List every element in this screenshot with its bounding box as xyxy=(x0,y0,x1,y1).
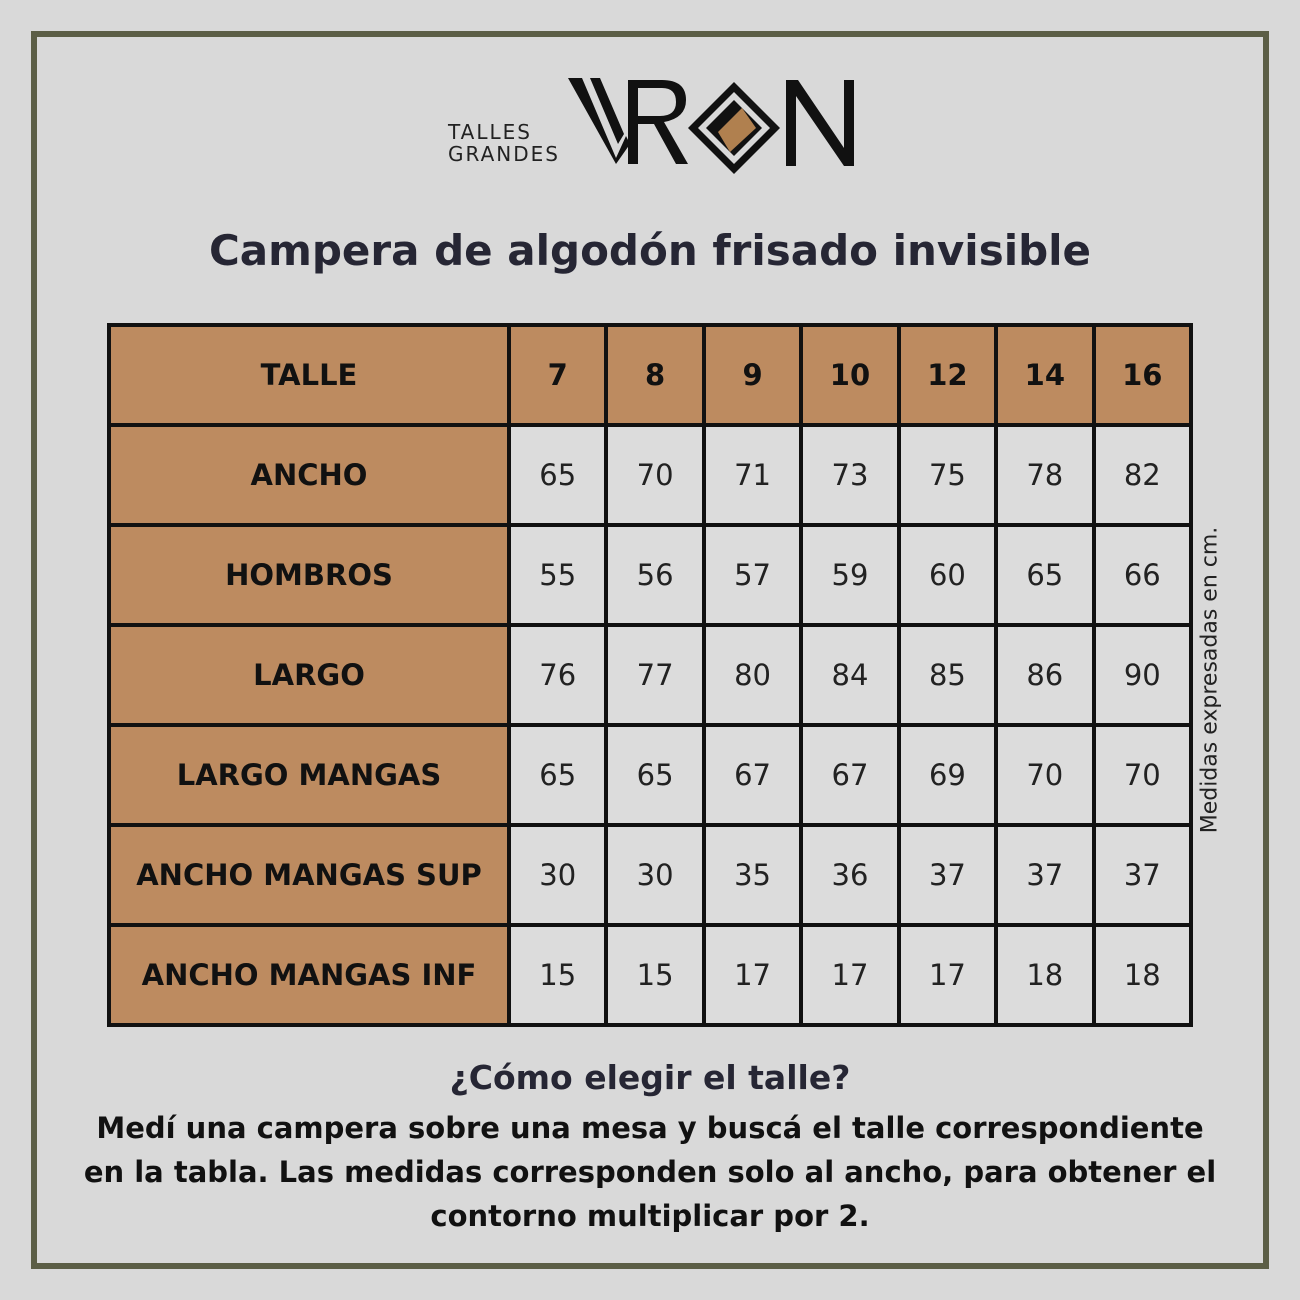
table-cell: 80 xyxy=(704,625,801,725)
table-cell: 59 xyxy=(801,525,898,625)
table-cell: 17 xyxy=(704,925,801,1025)
table-cell: 70 xyxy=(1094,725,1191,825)
row-label: ANCHO MANGAS SUP xyxy=(109,825,509,925)
header-size: 12 xyxy=(899,325,996,425)
table-cell: 84 xyxy=(801,625,898,725)
table-row xyxy=(109,425,1191,525)
table-cell: 86 xyxy=(996,625,1093,725)
header-size: 8 xyxy=(606,325,703,425)
header-label: TALLE xyxy=(109,325,509,425)
table-cell: 30 xyxy=(509,825,606,925)
table-cell: 37 xyxy=(996,825,1093,925)
table-cell: 71 xyxy=(704,425,801,525)
header-size: 16 xyxy=(1094,325,1191,425)
table-cell: 75 xyxy=(899,425,996,525)
table-cell: 17 xyxy=(801,925,898,1025)
row-label: LARGO xyxy=(109,625,509,725)
table-cell: 18 xyxy=(996,925,1093,1025)
table-cell: 65 xyxy=(606,725,703,825)
table-cell: 67 xyxy=(801,725,898,825)
table-cell: 70 xyxy=(606,425,703,525)
table-cell: 15 xyxy=(509,925,606,1025)
brand-logo xyxy=(448,74,858,178)
table-cell: 66 xyxy=(1094,525,1191,625)
header-size: 7 xyxy=(509,325,606,425)
logo-tagline-line1: TALLES xyxy=(448,120,532,144)
row-label: LARGO MANGAS xyxy=(109,725,509,825)
vron-logo-icon xyxy=(566,74,856,178)
row-label: ANCHO xyxy=(109,425,509,525)
table-cell: 65 xyxy=(509,425,606,525)
header-size: 9 xyxy=(704,325,801,425)
size-table xyxy=(107,323,1193,1027)
how-to-choose-heading: ¿Cómo elegir el talle? xyxy=(449,1058,851,1097)
table-cell: 35 xyxy=(704,825,801,925)
table-cell: 65 xyxy=(509,725,606,825)
table-cell: 37 xyxy=(1094,825,1191,925)
table-cell: 36 xyxy=(801,825,898,925)
row-label: ANCHO MANGAS INF xyxy=(109,925,509,1025)
table-row xyxy=(109,725,1191,825)
table-cell: 18 xyxy=(1094,925,1191,1025)
table-cell: 73 xyxy=(801,425,898,525)
logo-tagline-line2: GRANDES xyxy=(448,142,560,166)
table-row xyxy=(109,625,1191,725)
table-cell: 90 xyxy=(1094,625,1191,725)
table-cell: 78 xyxy=(996,425,1093,525)
table-header-row xyxy=(109,325,1191,425)
table-cell: 55 xyxy=(509,525,606,625)
table-cell: 37 xyxy=(899,825,996,925)
table-cell: 76 xyxy=(509,625,606,725)
table-cell: 65 xyxy=(996,525,1093,625)
header-size: 10 xyxy=(801,325,898,425)
table-cell: 56 xyxy=(606,525,703,625)
table-cell: 85 xyxy=(899,625,996,725)
instructions-text: Medí una campera sobre una mesa y buscá el talle correspondiente en la tabla. Las medidas corresponden solo al ancho, para obtener el contorno multiplicar por 2. xyxy=(83,1111,1217,1233)
table-row xyxy=(109,825,1191,925)
table-cell: 57 xyxy=(704,525,801,625)
table-cell: 30 xyxy=(606,825,703,925)
table-row xyxy=(109,925,1191,1025)
table-cell: 15 xyxy=(606,925,703,1025)
row-label: HOMBROS xyxy=(109,525,509,625)
table-cell: 82 xyxy=(1094,425,1191,525)
table-cell: 69 xyxy=(899,725,996,825)
table-row xyxy=(109,525,1191,625)
table-cell: 60 xyxy=(899,525,996,625)
units-note: Medidas expresadas en cm. xyxy=(1197,526,1223,834)
page-title: Campera de algodón frisado invisible xyxy=(208,226,1092,275)
table-cell: 77 xyxy=(606,625,703,725)
header-size: 14 xyxy=(996,325,1093,425)
table-cell: 70 xyxy=(996,725,1093,825)
table-cell: 17 xyxy=(899,925,996,1025)
table-cell: 67 xyxy=(704,725,801,825)
